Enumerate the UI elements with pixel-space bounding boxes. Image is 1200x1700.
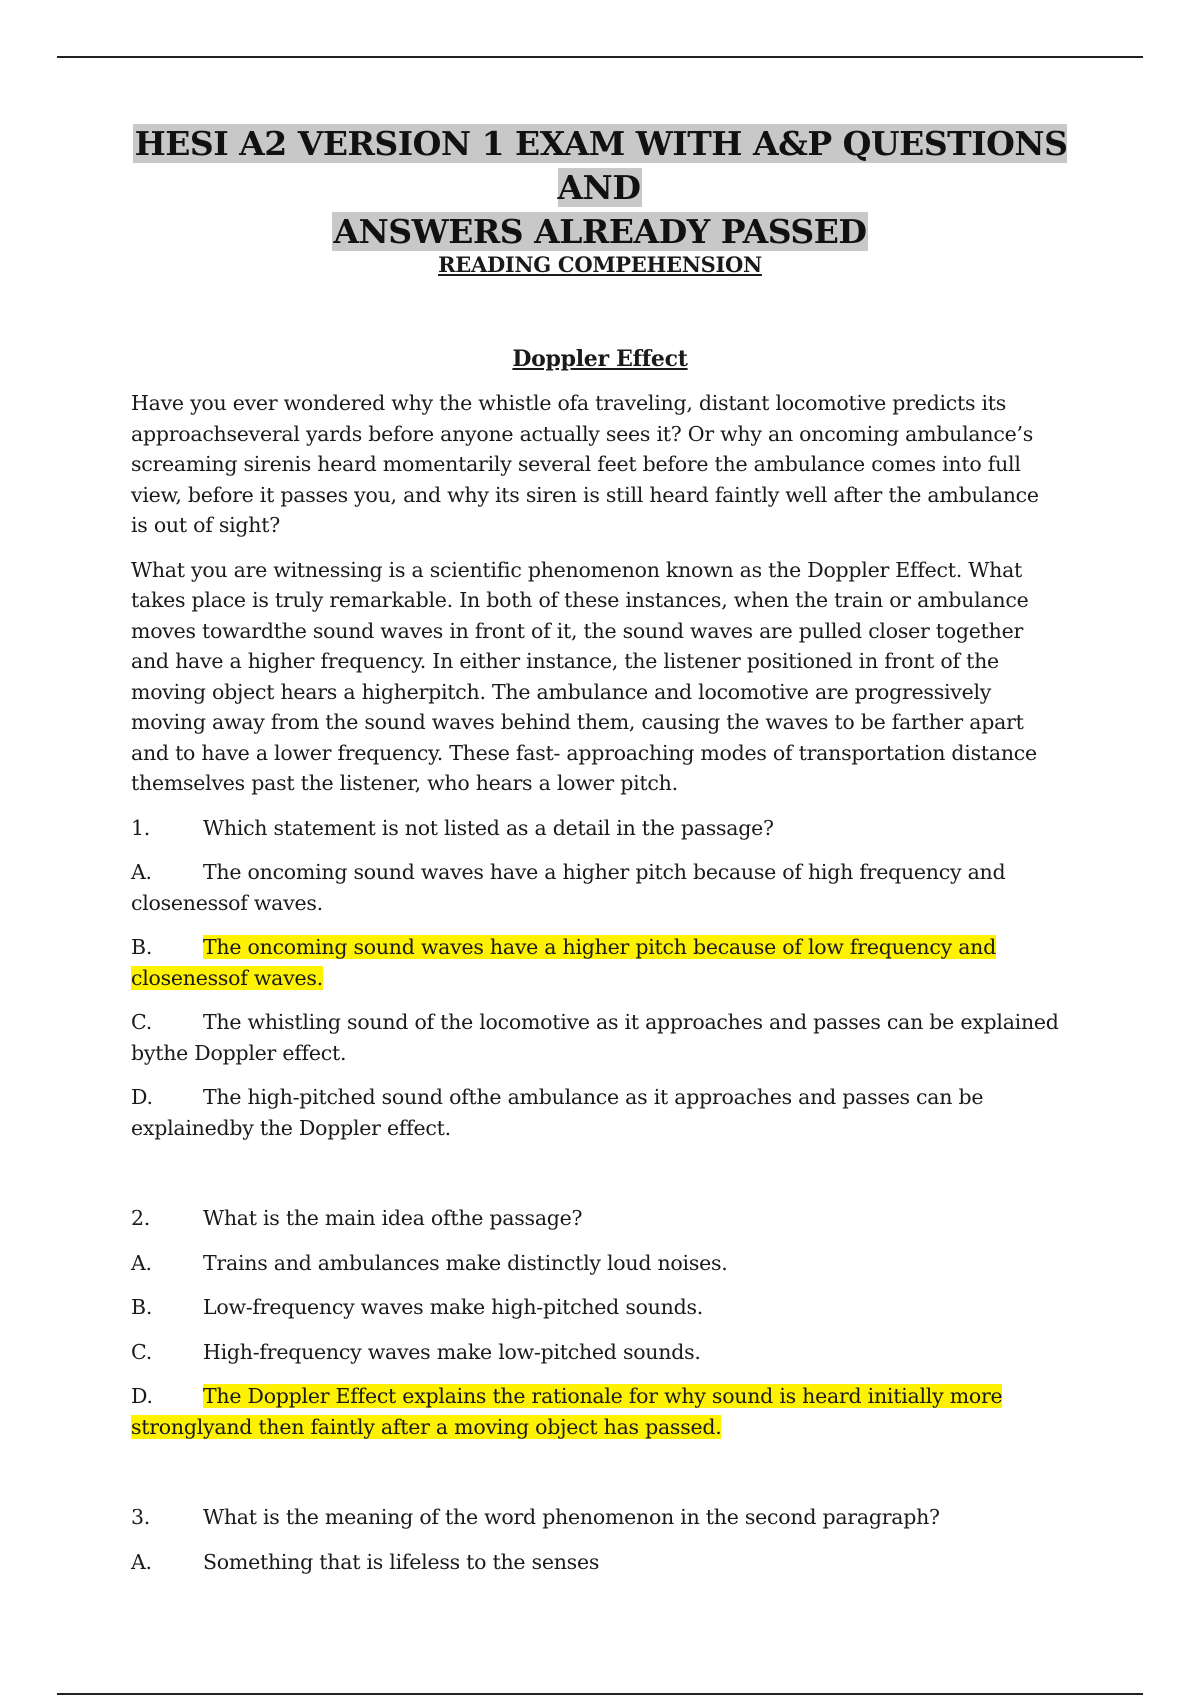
option-label: A. (131, 1549, 152, 1574)
option-label: C. (131, 1339, 152, 1364)
highlighted-answer: The oncoming sound waves have a higher pitch because of low frequency and closenessof waves. (131, 935, 996, 990)
document-title (100, 122, 1100, 254)
option-text: The whistling sound of the locomotive as it approaches and passes can be explained bythe Doppler effect. (131, 1010, 1059, 1065)
option-label: A. (131, 860, 152, 884)
question-1-option-b (131, 932, 1061, 993)
option-text: The oncoming sound waves have a higher pitch because of high frequency and closenessof waves. (131, 860, 1006, 915)
option-text: The high-pitched sound ofthe ambulance as it approaches and passes can be explainedby the Doppler effect. (131, 1085, 984, 1140)
question-3 (131, 1502, 1061, 1533)
passage-paragraph-1: Have you ever wondered why the whistle ofa traveling, distant locomotive predicts its approachseveral yards before anyone actually sees it? Or why an oncoming ambulance’s screaming sirenis heard momentarily several feet before the ambulance comes into full view, before it passes you, and why its siren is still heard faintly well after the ambulance is out of sight? (131, 391, 1039, 537)
question-1 (131, 813, 1061, 844)
spacer (131, 1157, 1061, 1203)
option-text: High-frequency waves make low-pitched sounds. (203, 1339, 701, 1364)
question-2 (131, 1203, 1061, 1234)
question-number: 2. (131, 1206, 151, 1230)
passage-title: Doppler Effect (512, 346, 688, 372)
option-label: D. (131, 1085, 153, 1109)
question-2-option-d (131, 1381, 1061, 1442)
question-text: What is the meaning of the word phenomenon in the second paragraph? (203, 1505, 940, 1529)
question-text: What is the main idea ofthe passage? (203, 1206, 583, 1230)
option-label: A. (131, 1250, 152, 1275)
passage-paragraph-2: What you are witnessing is a scientific phenomenon known as the Doppler Effect. What takes place is truly remarkable. In both of these instances, when the train or ambulance moves towardthe sound waves in front of it, the sound waves are pulled closer together and have a higher frequency. In either instance, the listener positioned in front of the moving object hears a higherpitch. The ambulance and locomotive are progressively moving away from the sound waves behind them, causing the waves to be farther apart and to have a lower frequency. These fast- approaching modes of transportation distance themselves past the listener, who hears a lower pitch. (131, 557, 1037, 795)
question-number: 1. (131, 815, 151, 840)
question-1-option-a (131, 857, 1061, 918)
option-text: Low-frequency waves make high-pitched sounds. (203, 1295, 703, 1319)
question-text: Which statement is not listed as a detail in the passage? (203, 815, 774, 840)
question-2-option-a (131, 1248, 1061, 1279)
question-2-option-b (131, 1292, 1061, 1323)
question-1-option-d (131, 1082, 1061, 1143)
option-label: C. (131, 1010, 152, 1034)
section-heading: READING COMPEHENSION (438, 252, 762, 277)
question-3-option-a (131, 1547, 1061, 1578)
spacer (131, 1456, 1061, 1502)
option-text: Trains and ambulances make distinctly loud noises. (203, 1250, 728, 1275)
top-rule (57, 56, 1143, 58)
highlighted-answer: The Doppler Effect explains the rationale for why sound is heard initially more stronglyand then faintly after a moving object has passed. (131, 1384, 1003, 1439)
bottom-rule (57, 1693, 1143, 1695)
question-2-option-c (131, 1337, 1061, 1368)
question-number: 3. (131, 1505, 151, 1529)
title-line-2: ANSWERS ALREADY PASSED (333, 212, 867, 251)
option-label: B. (131, 935, 153, 959)
option-label: B. (131, 1295, 153, 1319)
option-label: D. (131, 1384, 153, 1408)
question-1-option-c (131, 1007, 1061, 1068)
document-body (131, 388, 1061, 1591)
option-text: Something that is lifeless to the senses (203, 1549, 600, 1574)
title-line-1: HESI A2 VERSION 1 EXAM WITH A&P QUESTIONS AND (134, 124, 1068, 207)
